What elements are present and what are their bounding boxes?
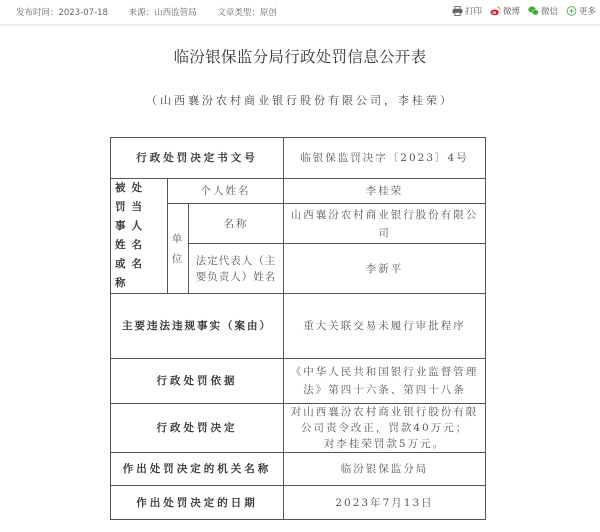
decision-label: 行政处罚决定	[111, 404, 284, 453]
article-meta-bar	[0, 0, 600, 26]
plus-circle-icon	[566, 6, 577, 16]
unit-label: 单位	[168, 204, 189, 294]
personal-name-value: 李桂荣	[284, 179, 486, 204]
authority-value: 临汾银保监分局	[284, 453, 486, 486]
wechat-label: 微信	[540, 7, 558, 17]
unit-name-label: 名称	[189, 204, 284, 244]
decision-line-1: 对山西襄汾农村商业银行股份有限公司责令改正，罚款40万元；	[290, 406, 479, 434]
doc-number-value: 临银保监罚决字〔2023〕4号	[284, 138, 486, 179]
more-share-button[interactable]	[566, 5, 596, 17]
printer-icon	[452, 6, 463, 16]
print-button[interactable]	[452, 5, 482, 17]
facts-value: 重大关联交易未履行审批程序	[284, 294, 486, 359]
basis-label: 行政处罚依据	[111, 359, 284, 404]
more-label: 更多	[578, 7, 596, 17]
basis-value: 《中华人民共和国银行业监督管理法》第四十六条、第四十八条	[284, 359, 486, 404]
table-row	[111, 179, 486, 204]
date-label: 作出处罚决定的日期	[111, 486, 284, 520]
article-meta	[16, 6, 295, 18]
publish-time: 发布时间：2023-07-18	[16, 8, 108, 18]
unit-name-value: 山西襄汾农村商业银行股份有限公司	[284, 204, 486, 244]
facts-label: 主要违法违规事实（案由）	[111, 294, 284, 359]
article-type: 文章类型：原创	[217, 8, 277, 18]
legal-rep-value: 李新平	[284, 244, 486, 294]
table-row	[111, 359, 486, 404]
authority-label: 作出处罚决定的机关名称	[111, 453, 284, 486]
wechat-icon	[528, 6, 539, 16]
table-row	[111, 138, 486, 179]
decision-value	[284, 404, 486, 453]
wechat-share-button[interactable]	[528, 5, 558, 17]
legal-rep-label: 法定代表人（主要负责人）姓名	[189, 244, 284, 294]
doc-number-label: 行政处罚决定书文号	[111, 138, 284, 179]
weibo-label: 微博	[502, 7, 520, 17]
page-subtitle: （山西襄汾农村商业银行股份有限公司，李桂荣）	[146, 94, 454, 107]
page-title: 临汾银保监分局行政处罚信息公开表	[173, 48, 427, 66]
table-row	[111, 453, 486, 486]
table-row	[111, 294, 486, 359]
weibo-icon	[490, 6, 501, 16]
penalty-info-table	[110, 137, 486, 520]
date-value: 2023年7月13日	[284, 486, 486, 520]
party-label: 被处罚当事人姓名或名称	[111, 179, 168, 294]
weibo-share-button[interactable]	[490, 5, 520, 17]
print-label: 打印	[464, 7, 482, 17]
share-toolbar	[452, 5, 596, 17]
decision-line-2: 对李桂荣罚款5万元。	[323, 438, 446, 450]
source: 来源：山西监管局	[128, 8, 197, 18]
table-row	[111, 204, 486, 244]
table-row	[111, 486, 486, 520]
table-row	[111, 404, 486, 453]
personal-name-label: 个人姓名	[168, 179, 284, 204]
